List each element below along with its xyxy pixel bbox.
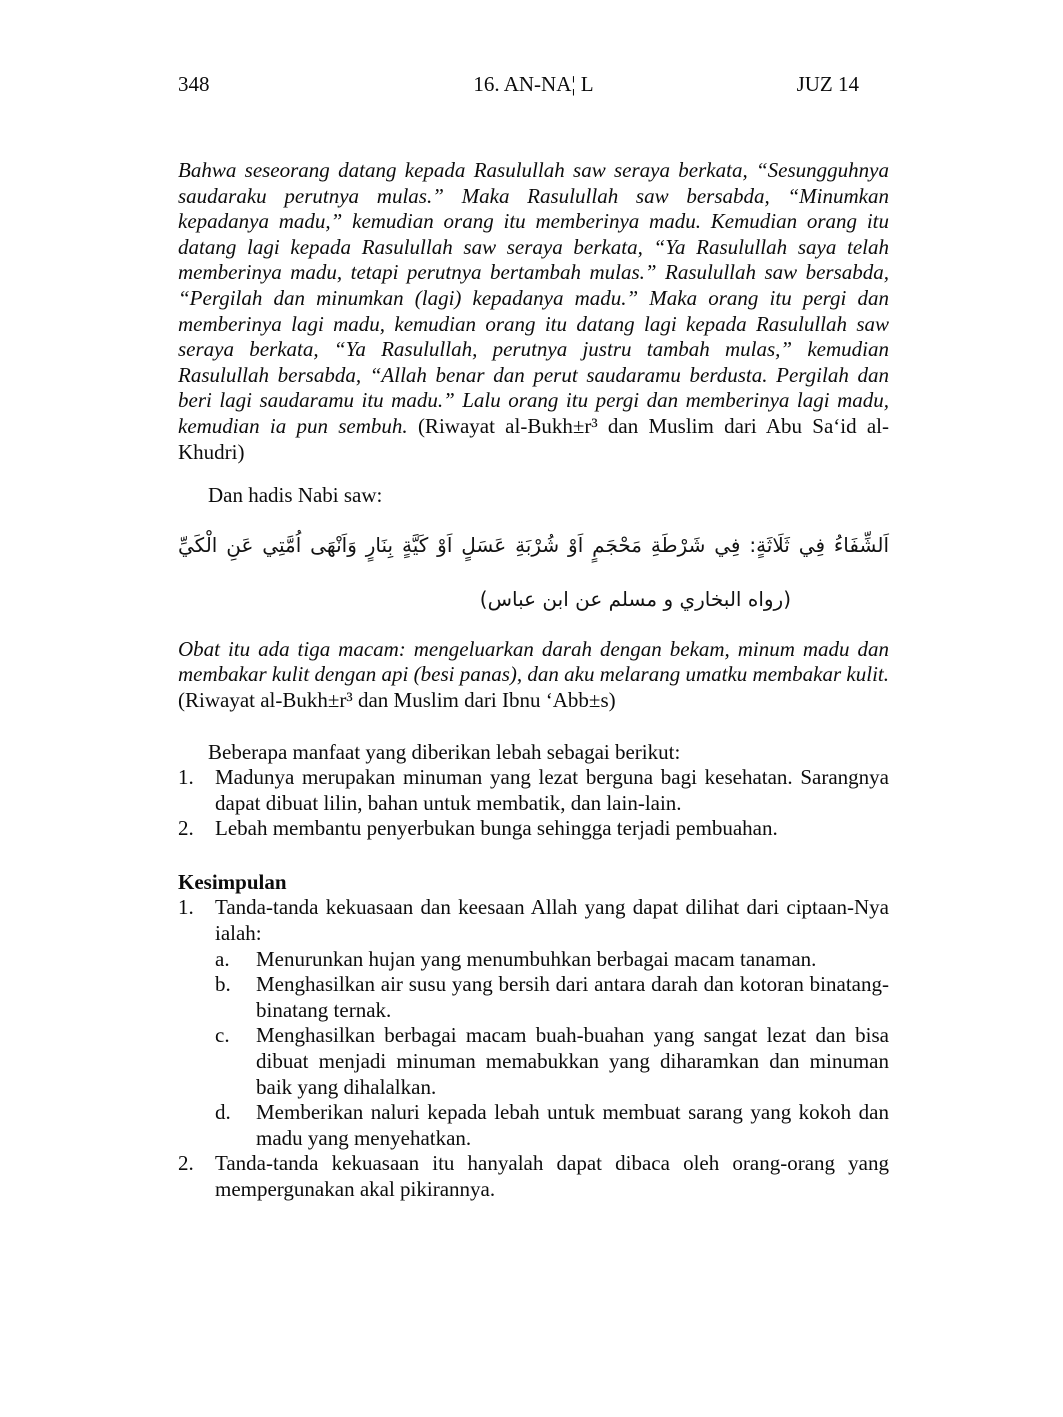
list-number: 2.	[178, 816, 194, 841]
conclusion-item-1	[178, 895, 889, 1151]
arabic-hadith-source: (رواه البخاري و مسلم عن ابن عباس)	[479, 586, 791, 611]
hadith-meaning-text: Obat itu ada tiga macam: mengeluarkan darah dengan bekam, minum madu dan membakar kulit dengan api (besi panas), dan aku melarang umatku membakar kulit.	[178, 636, 889, 687]
arabic-hadith-text: اَلشِّفَاءُ فِي ثَلَاثَةٍ: فِي شَرْطَةِ مَحْجَمٍ اَوْ شُرْبَةِ عَسَلٍ اَوْ كَيَّةٍ بِنَارٍ وَاَنْهَى اُمَّتِي عَنِ الْكَيِّ	[178, 532, 889, 557]
list-item-text: Tanda-tanda kekuasaan dan keesaan Allah yang dapat dilihat dari ciptaan-Nya ialah:	[215, 895, 889, 946]
running-header	[178, 72, 889, 98]
juz-label: JUZ 14	[796, 72, 859, 96]
list-letter: a.	[215, 946, 230, 971]
conclusion-subitem-b	[215, 972, 889, 1023]
conclusion-subitem-c	[215, 1023, 889, 1100]
page-content	[178, 72, 889, 1203]
conclusion-subitem-d	[215, 1100, 889, 1151]
list-item-text: Madunya merupakan minuman yang lezat berguna bagi kesehatan. Sarangnya dapat dibuat lilin, bahan untuk membatik, dan lain-lain.	[215, 765, 889, 815]
hadith-intro-line: Dan hadis Nabi saw:	[208, 483, 383, 508]
page-number: 348	[178, 72, 210, 96]
conclusion-subitem-a	[215, 947, 889, 973]
hadith-story-source: (Riwayat al-Bukh±r³ dan Muslim dari Abu Sa‘id al-Khudri)	[178, 413, 890, 464]
benefits-item-2	[178, 816, 889, 842]
list-letter: c.	[215, 1023, 230, 1048]
list-item-text: Tanda-tanda kekuasaan itu hanyalah dapat dibaca oleh orang-orang yang mempergunakan akal pikirannya.	[215, 1151, 889, 1201]
surah-title: 16. AN-NA¦ L	[473, 72, 594, 96]
list-item-text: Menghasilkan berbagai macam buah-buahan yang sangat lezat dan bisa dibuat menjadi minuman memabukkan yang diharamkan dan minuman baik yang dihalalkan.	[256, 1023, 889, 1099]
benefits-item-1	[178, 765, 889, 816]
hadith-meaning-source: (Riwayat al-Bukh±r³ dan Muslim dari Ibnu ‘Abb±s)	[178, 687, 616, 712]
list-letter: b.	[215, 972, 231, 997]
conclusion-heading: Kesimpulan	[178, 869, 287, 894]
hadith-story-paragraph	[178, 158, 889, 465]
list-number: 1.	[178, 895, 194, 920]
benefits-intro-line: Beberapa manfaat yang diberikan lebah sebagai berikut:	[208, 739, 681, 764]
list-number: 1.	[178, 765, 194, 790]
list-item-text: Menurunkan hujan yang menumbuhkan berbagai macam tanaman.	[256, 946, 817, 971]
list-item-text: Lebah membantu penyerbukan bunga sehingga terjadi pembuahan.	[215, 816, 778, 841]
conclusion-item-2	[178, 1151, 889, 1202]
list-item-text: Memberikan naluri kepada lebah untuk membuat sarang yang kokoh dan madu yang menyehatkan.	[256, 1100, 889, 1150]
conclusion-item-1-body	[215, 895, 889, 1151]
hadith-meaning-paragraph	[178, 637, 889, 714]
hadith-story-text: Bahwa seseorang datang kepada Rasulullah saw seraya berkata, “Sesungguhnya saudaraku perutnya mulas.” Maka Rasulullah saw bersabda, “Minumkan kepadanya madu,” kemudian orang itu memberinya madu. Kemudian orang itu datang lagi kepada Rasulullah saw seraya berkata, “Ya Rasulullah saya telah memberinya madu, tetapi perutnya bertambah mulas.” Rasulullah saw bersabda, “Pergilah dan minumkan (lagi) kepadanya madu.” Maka orang itu pergi dan memberinya lagi madu, kemudian orang itu datang lagi kepada Rasulullah saw seraya berkata, “Ya Rasulullah, perutnya justru tambah mulas,” kemudian Rasulullah bersabda, “Allah benar dan perut saudaramu berdusta. Pergilah dan beri lagi saudaramu itu madu.” Lalu orang itu pergi dan memberinya lagi madu, kemudian ia pun sembuh.	[178, 158, 889, 438]
list-number: 2.	[178, 1151, 194, 1176]
list-item-text: Menghasilkan air susu yang bersih dari antara darah dan kotoran binatang-binatang ternak.	[256, 972, 889, 1022]
list-letter: d.	[215, 1100, 231, 1125]
